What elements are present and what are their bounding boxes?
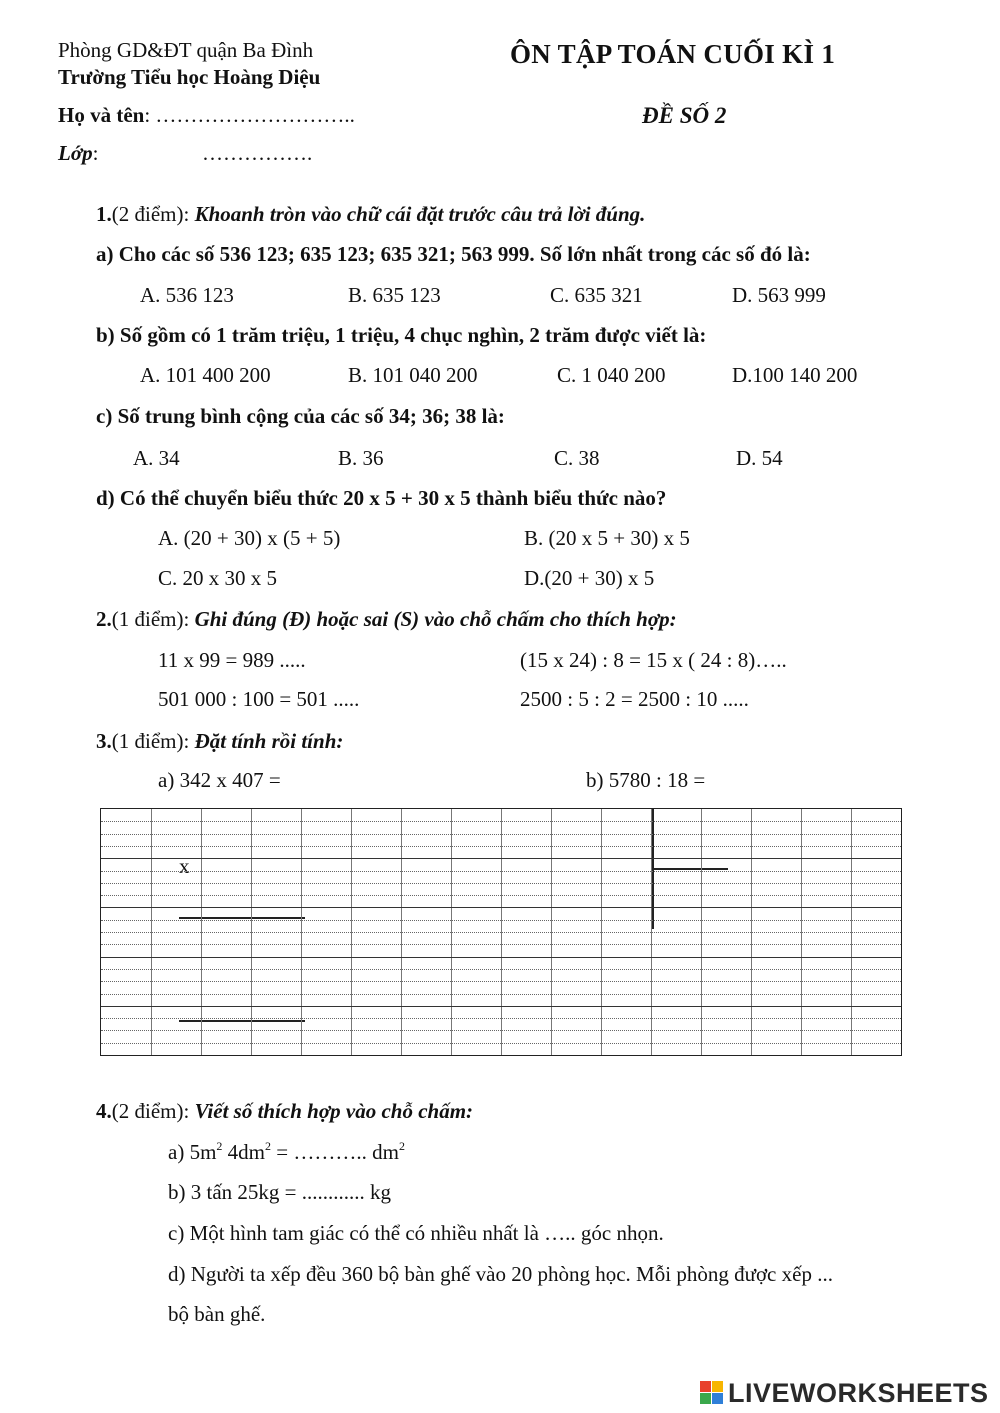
multiplication-line-1 <box>179 917 305 919</box>
grid-row-line <box>101 944 901 945</box>
grid-row-line <box>101 907 901 908</box>
q1d-option-b[interactable]: B. (20 x 5 + 30) x 5 <box>524 526 690 550</box>
grid-row-line <box>101 994 901 995</box>
q4a-sup-3: 2 <box>398 1139 405 1153</box>
q1d-option-a[interactable]: A. (20 + 30) x (5 + 5) <box>158 526 341 550</box>
class-colon: : <box>92 141 99 165</box>
q2-points: (1 điểm): <box>111 607 190 631</box>
class-label: Lớp <box>58 141 93 165</box>
q2-item-3[interactable]: 501 000 : 100 = 501 ..... <box>158 687 360 711</box>
grid-row-line <box>101 1018 901 1019</box>
logo-square-2 <box>712 1381 723 1392</box>
q4-instruction: Viết số thích hợp vào chỗ chấm: <box>194 1099 474 1123</box>
q1b-option-b[interactable]: B. 101 040 200 <box>348 363 478 387</box>
q1a-option-c[interactable]: C. 635 321 <box>550 283 643 307</box>
q4d-text-line-2: bộ bàn ghế. <box>168 1302 266 1326</box>
grid-row-line <box>101 1043 901 1044</box>
q1c-option-c[interactable]: C. 38 <box>554 446 600 470</box>
page-title: ÔN TẬP TOÁN CUỐI KÌ 1 <box>510 39 836 69</box>
q1b-option-a[interactable]: A. 101 400 200 <box>140 363 271 387</box>
liveworksheets-brand: LIVEWORKSHEETS <box>728 1377 989 1408</box>
q4-heading <box>96 1101 473 1122</box>
q1a-text: a) Cho các số 536 123; 635 123; 635 321; 563 999. Số lớn nhất trong các số đó là: <box>96 242 811 266</box>
q3a-text: a) 342 x 407 = <box>158 768 281 792</box>
q1d-option-d[interactable]: D.(20 + 30) x 5 <box>524 566 655 590</box>
grid-row-line <box>101 883 901 884</box>
name-blank[interactable]: : ……………………….. <box>144 103 355 127</box>
class-row <box>58 143 98 164</box>
q2-item-1[interactable]: 11 x 99 = 989 ..... <box>158 648 306 672</box>
q4c-text[interactable]: c) Một hình tam giác có thể có nhiều nhất là ….. góc nhọn. <box>168 1221 664 1245</box>
q3-number: 3. <box>96 729 112 753</box>
liveworksheets-logo[interactable] <box>700 1378 989 1408</box>
name-label: Họ và tên <box>58 103 145 127</box>
q1d-option-c[interactable]: C. 20 x 30 x 5 <box>158 566 278 590</box>
q3-instruction: Đặt tính rồi tính: <box>194 729 344 753</box>
q3-points: (1 điểm): <box>111 729 190 753</box>
q1c-option-a[interactable]: A. 34 <box>133 446 180 470</box>
q4a-part-3: = ……….. dm <box>271 1140 399 1164</box>
q4b-text[interactable]: b) 3 tấn 25kg = ............ kg <box>168 1180 391 1204</box>
grid-row-line <box>101 932 901 933</box>
multiplication-line-2 <box>179 1020 305 1022</box>
grid-row-line <box>101 920 901 921</box>
q3b-text: b) 5780 : 18 = <box>586 768 706 792</box>
q4-points: (2 điểm): <box>111 1099 190 1123</box>
q4a-text[interactable] <box>168 1139 405 1164</box>
grid-row-line <box>101 969 901 970</box>
q4a-sup-2: 2 <box>265 1139 271 1153</box>
class-blank[interactable]: ……………. <box>202 141 313 165</box>
q2-heading <box>96 609 677 630</box>
q2-instruction: Ghi đúng (Đ) hoặc sai (S) vào chỗ chấm cho thích hợp: <box>194 607 677 631</box>
q2-number: 2. <box>96 607 112 631</box>
q4d-text-line-1[interactable]: d) Người ta xếp đều 360 bộ bàn ghế vào 20 phòng học. Mỗi phòng được xếp ... <box>168 1262 833 1286</box>
logo-square-3 <box>700 1393 711 1404</box>
q1a-option-d[interactable]: D. 563 999 <box>732 283 826 307</box>
grid-row-line <box>101 834 901 835</box>
q1c-text: c) Số trung bình cộng của các số 34; 36; 38 là: <box>96 404 505 428</box>
q1c-option-b[interactable]: B. 36 <box>338 446 384 470</box>
q1c-option-d[interactable]: D. 54 <box>736 446 783 470</box>
q1-points: (2 điểm): <box>111 202 190 226</box>
division-horizontal-line <box>652 868 728 870</box>
q1b-option-d[interactable]: D.100 140 200 <box>732 363 858 387</box>
q2-item-4[interactable]: 2500 : 5 : 2 = 2500 : 10 ..... <box>520 687 749 711</box>
exam-number: ĐỀ SỐ 2 <box>642 103 727 128</box>
q1-heading <box>96 204 645 225</box>
logo-square-4 <box>712 1393 723 1404</box>
name-row <box>58 105 355 126</box>
grid-row-line <box>101 981 901 982</box>
grid-row-line <box>101 895 901 896</box>
multiply-sign: x <box>179 854 190 878</box>
grid-row-line <box>101 957 901 958</box>
grid-row-line <box>101 871 901 872</box>
q2-item-2[interactable]: (15 x 24) : 8 = 15 x ( 24 : 8)….. <box>520 648 787 672</box>
working-grid[interactable] <box>100 808 902 1056</box>
grid-row-line <box>101 846 901 847</box>
q4-number: 4. <box>96 1099 112 1123</box>
q4a-part-1: a) 5m <box>168 1140 217 1164</box>
liveworksheets-icon <box>700 1381 724 1405</box>
grid-row-line <box>101 821 901 822</box>
q1-number: 1. <box>96 202 112 226</box>
q1a-option-b[interactable]: B. 635 123 <box>348 283 441 307</box>
q1a-option-a[interactable]: A. 536 123 <box>140 283 234 307</box>
q4a-sup-1: 2 <box>216 1139 223 1153</box>
q1d-text: d) Có thể chuyển biểu thức 20 x 5 + 30 x 5 thành biểu thức nào? <box>96 486 667 510</box>
department-name: Phòng GD&ĐT quận Ba Đình <box>58 38 314 62</box>
q1b-option-c[interactable]: C. 1 040 200 <box>557 363 666 387</box>
logo-square-1 <box>700 1381 711 1392</box>
grid-row-line <box>101 1030 901 1031</box>
q1-instruction: Khoanh tròn vào chữ cái đặt trước câu trả lời đúng. <box>194 202 646 226</box>
grid-row-line <box>101 1006 901 1007</box>
school-name: Trường Tiểu học Hoàng Diệu <box>58 65 321 89</box>
grid-row-line <box>101 858 901 859</box>
q4a-part-2: 4dm <box>222 1140 265 1164</box>
q1b-text: b) Số gồm có 1 trăm triệu, 1 triệu, 4 chục nghìn, 2 trăm được viết là: <box>96 323 707 347</box>
q3-heading <box>96 731 343 752</box>
